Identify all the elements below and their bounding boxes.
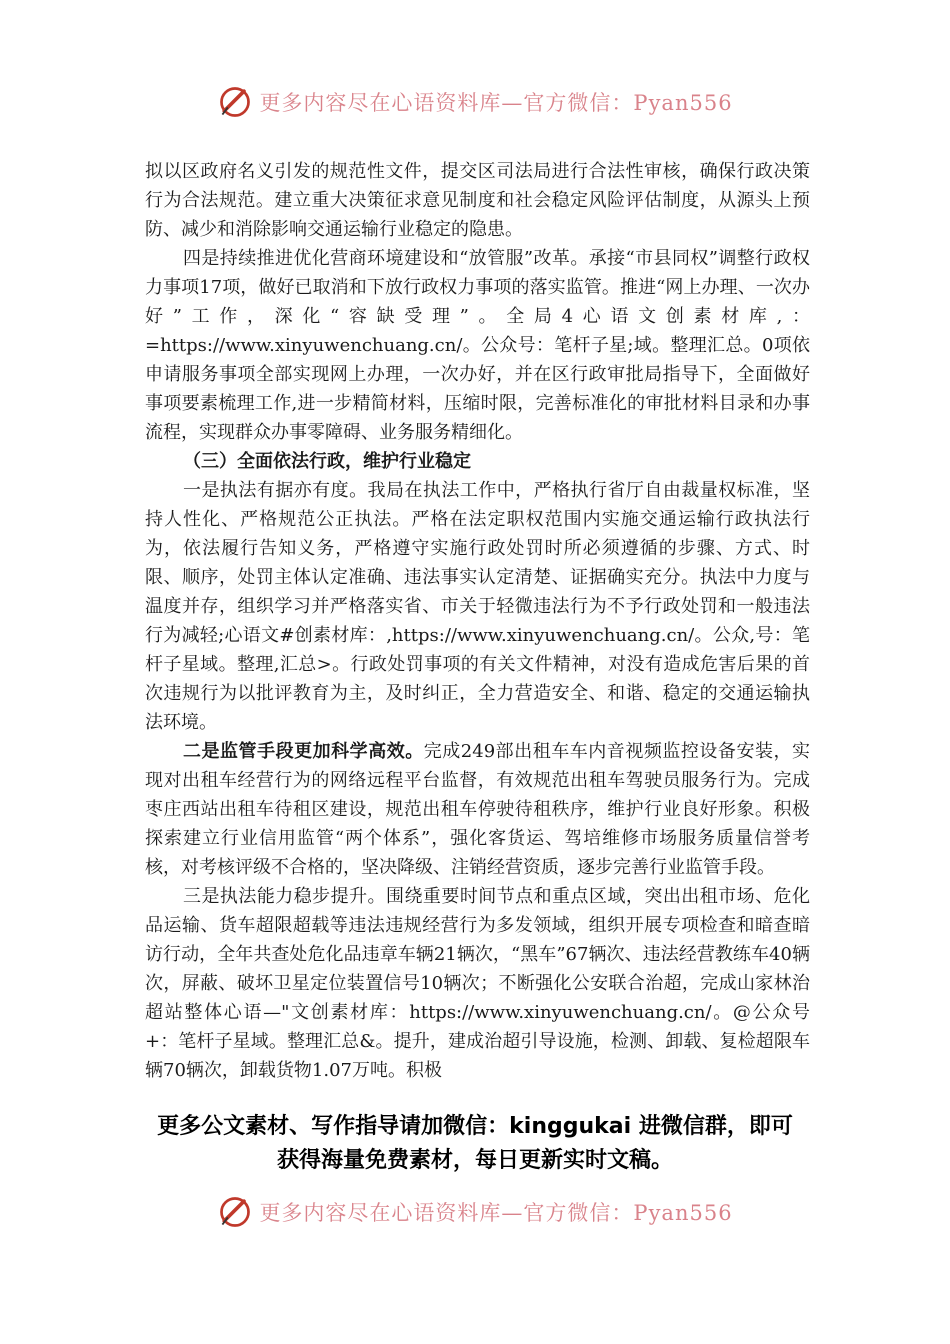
paragraph-4-lead: 二是监管手段更加科学高效。 bbox=[183, 741, 424, 762]
paragraph-4-rest: 完成249部出租车车内音视频监控设备安装，实现对出租车经营行为的网络远程平台监督，有效规范出租车驾驶员服务行为。完成枣庄西站出租车待租区建设，规范出租车停驶待租秩序，维护行业良好形象。积极探索建立行业信用监管“两个体系”，强化客货运、驾培维修市场服务质量信誉考核，对考核评级不合格的，坚决降级、注销经营资质，逐步完善行业监管手段。 bbox=[145, 741, 811, 878]
pen-logo-icon bbox=[217, 1194, 253, 1230]
footer-banner-text: 更多内容尽在心语资料库—官方微信：Pyan556 bbox=[259, 1201, 733, 1225]
paragraph-5: 三是执法能力稳步提升。围绕重要时间节点和重点区域，突出出租市场、危化品运输、货车超限超载等违法违规经营行为多发领域，组织开展专项检查和暗查暗访行动，全年共查处危化品违章车辆21辆次，“黑车”67辆次、违法经营教练车40辆次，屏蔽、破坏卫星定位装置信号10辆次；不断强化公安联合治超，完成山家林治超站整体心语—"文创素材库：https://www.xinyuwenchuang.cn/。@公众号+：笔杆子星域。整理汇总&。提升，建成治超引导设施，检测、卸载、复检超限车辆70辆次，卸载货物1.07万吨。积极 bbox=[145, 886, 810, 1081]
header-banner-text: 更多内容尽在心语资料库—官方微信：Pyan556 bbox=[259, 91, 733, 115]
section-heading: （三）全面依法行政，维护行业稳定 bbox=[183, 451, 471, 472]
paragraph-2: 四是持续推进优化营商环境建设和“放管服”改革。承接“市县同权”调整行政权力事项17项，做好已取消和下放行政权力事项的落实监管。推进“网上办理、一次办好”工作，深化“容缺受理”。全局4心语文创素材库,：=https://www.xinyuwenchuang.cn/。公众号：笔杆子星;域。整理汇总。0项依申请服务事项全部实现网上办理，一次办好，并在区行政审批局指导下，全面做好事项要素梳理工作,进一步精简材料，压缩时限，完善标准化的审批材料目录和办事流程，实现群众办事零障碍、业务服务精细化。 bbox=[145, 248, 810, 443]
header-banner bbox=[0, 80, 950, 124]
footer-banner bbox=[0, 1190, 950, 1234]
promo-notice-line-1: 更多公文素材、写作指导请加微信：kinggukai 进微信群，即可 bbox=[157, 1114, 793, 1139]
document-body bbox=[145, 157, 810, 1085]
promo-notice-line-2: 获得海量免费素材，每日更新实时文稿。 bbox=[276, 1148, 673, 1173]
promo-notice bbox=[0, 1110, 950, 1178]
paragraph-4 bbox=[145, 737, 810, 882]
pen-logo-icon bbox=[217, 84, 253, 120]
paragraph-3: 一是执法有据亦有度。我局在执法工作中，严格执行省厅自由裁量权标准，坚持人性化、严格规范公正执法。严格在法定职权范围内实施交通运输行政执法行为，依法履行告知义务，严格遵守实施行政处罚时所必须遵循的步骤、方式、时限、顺序，处罚主体认定准确、违法事实认定清楚、证据确实充分。执法中力度与温度并存，组织学习并严格落实省、市关于轻微违法行为不予行政处罚和一般违法行为减轻;心语文#创素材库：,https://www.xinyuwenchuang.cn/。公众,号：笔杆子星域。整理,汇总>。行政处罚事项的有关文件精神，对没有造成危害后果的首次违规行为以批评教育为主，及时纠正，全力营造安全、和谐、稳定的交通运输执法环境。 bbox=[145, 480, 810, 733]
paragraph-1: 拟以区政府名义引发的规范性文件，提交区司法局进行合法性审核，确保行政决策行为合法规范。建立重大决策征求意见制度和社会稳定风险评估制度，从源头上预防、减少和消除影响交通运输行业稳定的隐患。 bbox=[145, 161, 810, 240]
